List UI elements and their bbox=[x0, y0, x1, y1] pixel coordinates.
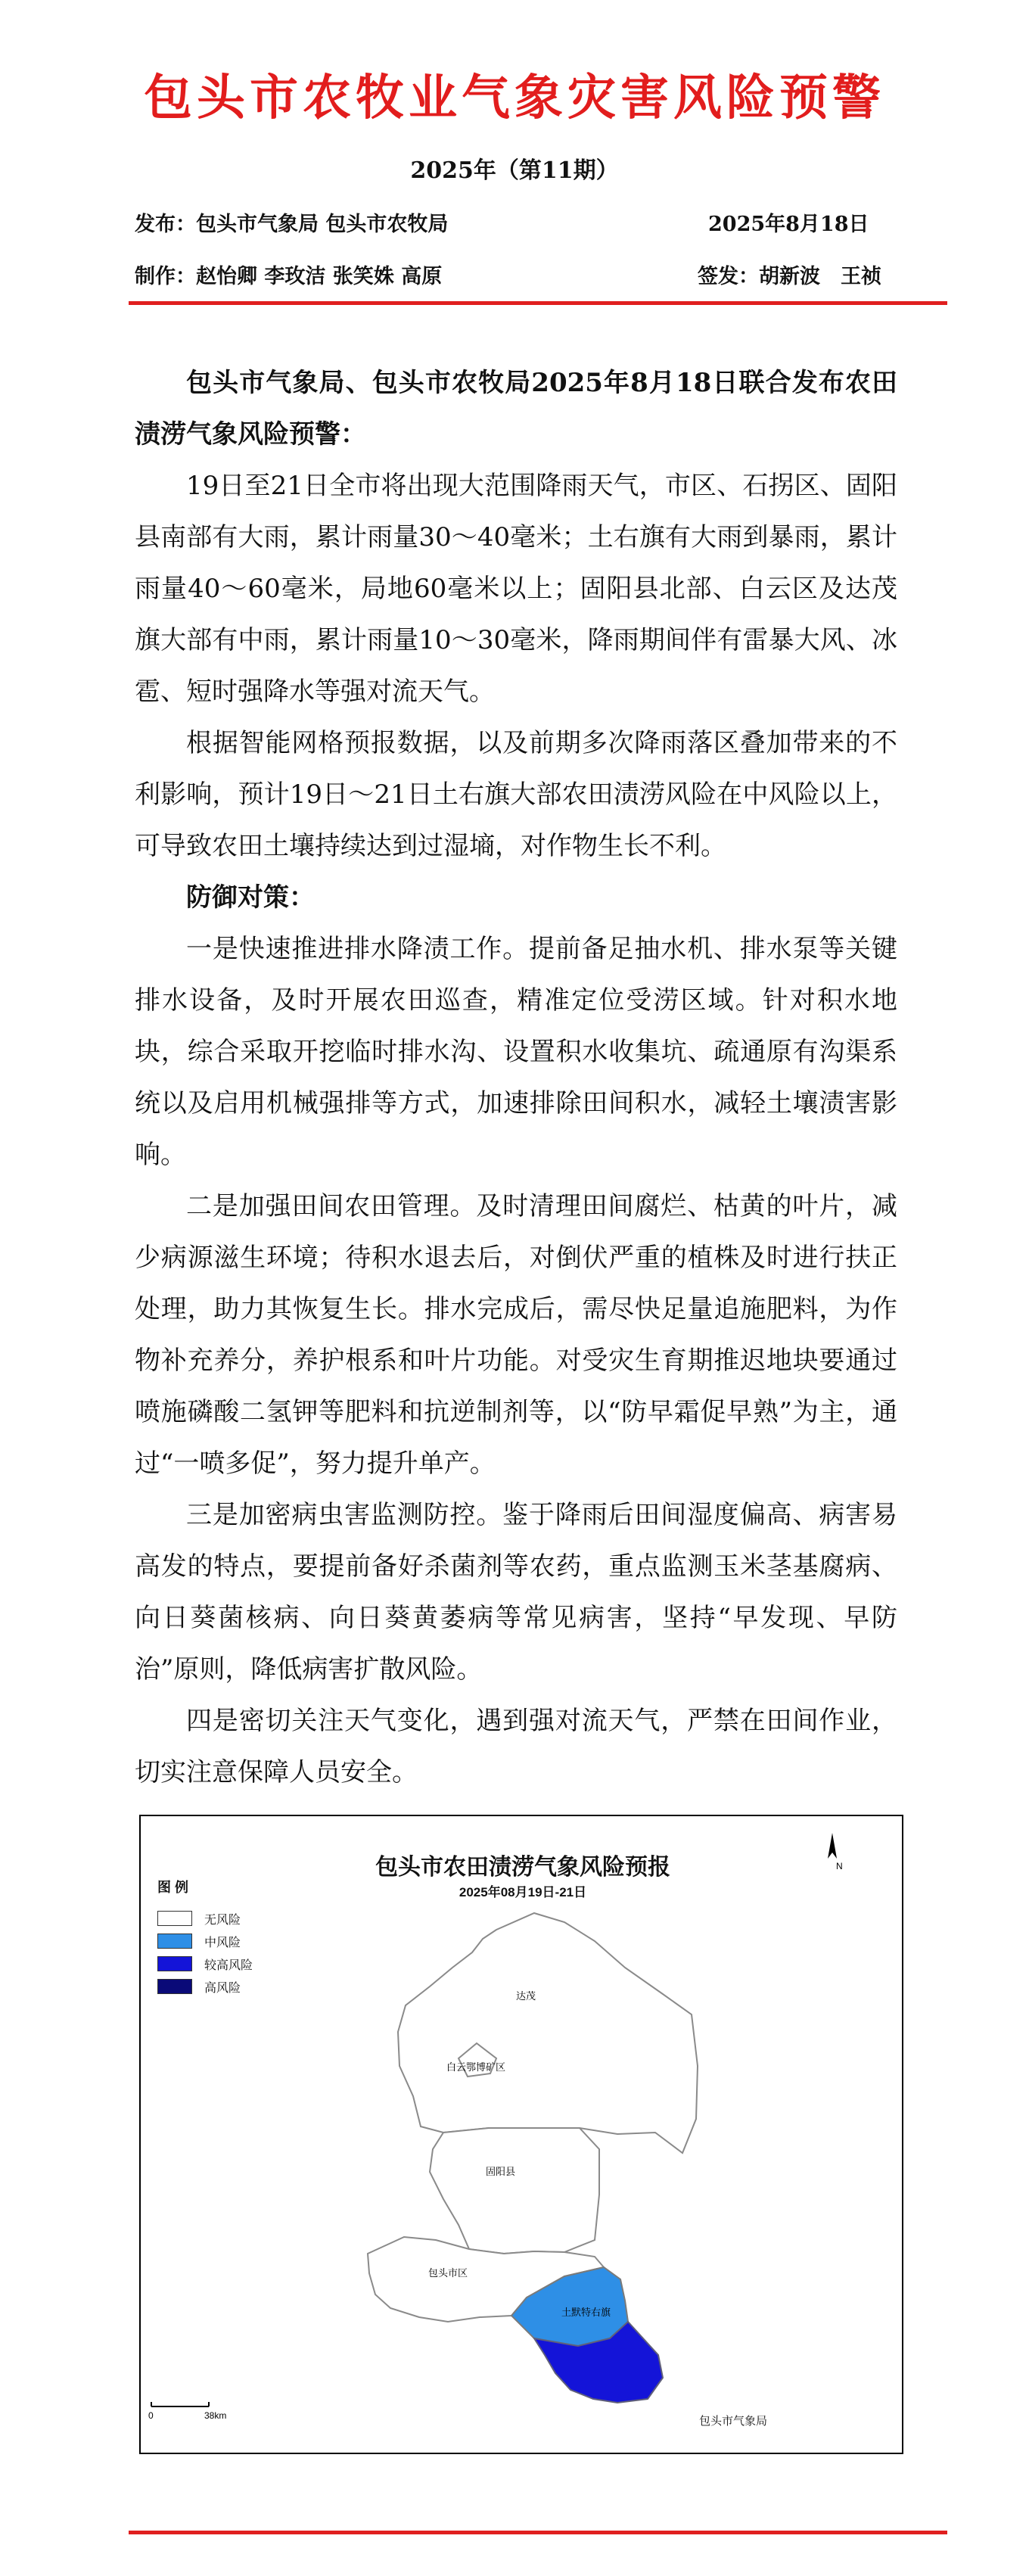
region-damao bbox=[398, 1913, 698, 2153]
legend-swatch-high bbox=[157, 1979, 192, 1994]
map-drawing bbox=[141, 1816, 902, 2453]
map-credit: 包头市气象局 bbox=[699, 2415, 768, 2428]
footer-divider bbox=[129, 2531, 947, 2534]
map-subtitle: 2025年08月19日-21日 bbox=[459, 1885, 587, 1899]
document-body bbox=[135, 357, 897, 1798]
label-city: 包头市区 bbox=[428, 2267, 468, 2279]
legend-title: 图 例 bbox=[157, 1880, 189, 1895]
producers: 制作：赵怡卿 李玫洁 张笑姝 高原 bbox=[135, 265, 443, 288]
header-divider bbox=[129, 301, 947, 305]
legend-swatch-medium bbox=[157, 1934, 192, 1949]
measures-title: 防御对策： bbox=[186, 882, 315, 913]
scale-end: 38km bbox=[204, 2410, 227, 2421]
label-tuyou: 土默特右旗 bbox=[561, 2307, 611, 2318]
legend-item bbox=[157, 1975, 253, 1998]
legend-item bbox=[157, 1907, 253, 1930]
paragraph-forecast: 19日至21日全市将出现大范围降雨天气，市区、石拐区、固阳县南部有大雨，累计雨量30～40毫米；土右旗有大雨到暴雨，累计雨量40～60毫米，局地60毫米以上；固阳县北部、白云区及达茂旗大部有中雨，累计雨量10～30毫米，降雨期间伴有雷暴大风、冰雹、短时强降水等强对流天气。 bbox=[135, 471, 897, 707]
signers: 签发：胡新波 王祯 bbox=[698, 265, 881, 288]
legend-item bbox=[157, 1952, 253, 1975]
scale-start: 0 bbox=[148, 2410, 154, 2421]
document-title: 包头市农牧业气象灾害风险预警 bbox=[144, 70, 885, 126]
legend-label: 较高风险 bbox=[204, 1958, 253, 1972]
legend-swatch-none bbox=[157, 1911, 192, 1926]
label-baiyun: 白云鄂博矿区 bbox=[446, 2061, 506, 2073]
risk-map bbox=[139, 1815, 903, 2454]
measure-weather-watch: 四是密切关注天气变化，遇到强对流天气，严禁在田间作业，切实注意保障人员安全。 bbox=[135, 1706, 897, 1787]
legend-label: 无风险 bbox=[204, 1913, 241, 1927]
legend-swatch-higher bbox=[157, 1956, 192, 1971]
legend-item bbox=[157, 1930, 253, 1952]
paragraph-risk: 根据智能网格预报数据，以及前期多次降雨落区叠加带来的不利影响，预计19日～21日土右旗大部农田渍涝风险在中风险以上，可导致农田土壤持续达到过湿墒，对作物生长不利。 bbox=[135, 728, 897, 861]
measure-drainage: 一是快速推进排水降渍工作。提前备足抽水机、排水泵等关键排水设备，及时开展农田巡查，精准定位受涝区域。针对积水地块，综合采取开挖临时排水沟、设置积水收集坑、疏通原有沟渠系统以及启用机械强排等方式，加速排除田间积水，减轻土壤渍害影响。 bbox=[135, 934, 897, 1170]
label-guyang: 固阳县 bbox=[486, 2166, 516, 2177]
publish-date: 2025年8月18日 bbox=[708, 213, 869, 236]
publisher: 发布：包头市气象局 包头市农牧局 bbox=[135, 213, 449, 236]
measure-pest-control: 三是加密病虫害监测防控。鉴于降雨后田间湿度偏高、病害易高发的特点，要提前备好杀菌剂等农药，重点监测玉米茎基腐病、向日葵菌核病、向日葵黄萎病等常见病害，坚持“早发现、早防治”原则，降低病害扩散风险。 bbox=[135, 1500, 897, 1685]
north-label: N bbox=[836, 1861, 843, 1871]
issue-number: 2025年（第11期） bbox=[410, 157, 619, 184]
headline: 包头市气象局、包头市农牧局2025年8月18日联合发布农田渍涝气象风险预警： bbox=[135, 368, 897, 450]
measure-field-management: 二是加强田间农田管理。及时清理田间腐烂、枯黄的叶片，减少病源滋生环境；待积水退去后，对倒伏严重的植株及时进行扶正处理，助力其恢复生长。排水完成后，需尽快足量追施肥料，为作物补充养分，养护根系和叶片功能。对受灾生育期推迟地块要通过喷施磷酸二氢钾等肥料和抗逆制剂等，以“防早霜促早熟”为主，通过“一喷多促”，努力提升单产。 bbox=[135, 1191, 897, 1479]
label-damao: 达茂 bbox=[516, 1990, 536, 2002]
map-legend bbox=[157, 1877, 253, 1998]
legend-label: 中风险 bbox=[204, 1936, 241, 1949]
map-title: 包头市农田渍涝气象风险预报 bbox=[375, 1855, 670, 1880]
legend-label: 高风险 bbox=[204, 1981, 241, 1995]
region-guyang bbox=[430, 2128, 599, 2254]
